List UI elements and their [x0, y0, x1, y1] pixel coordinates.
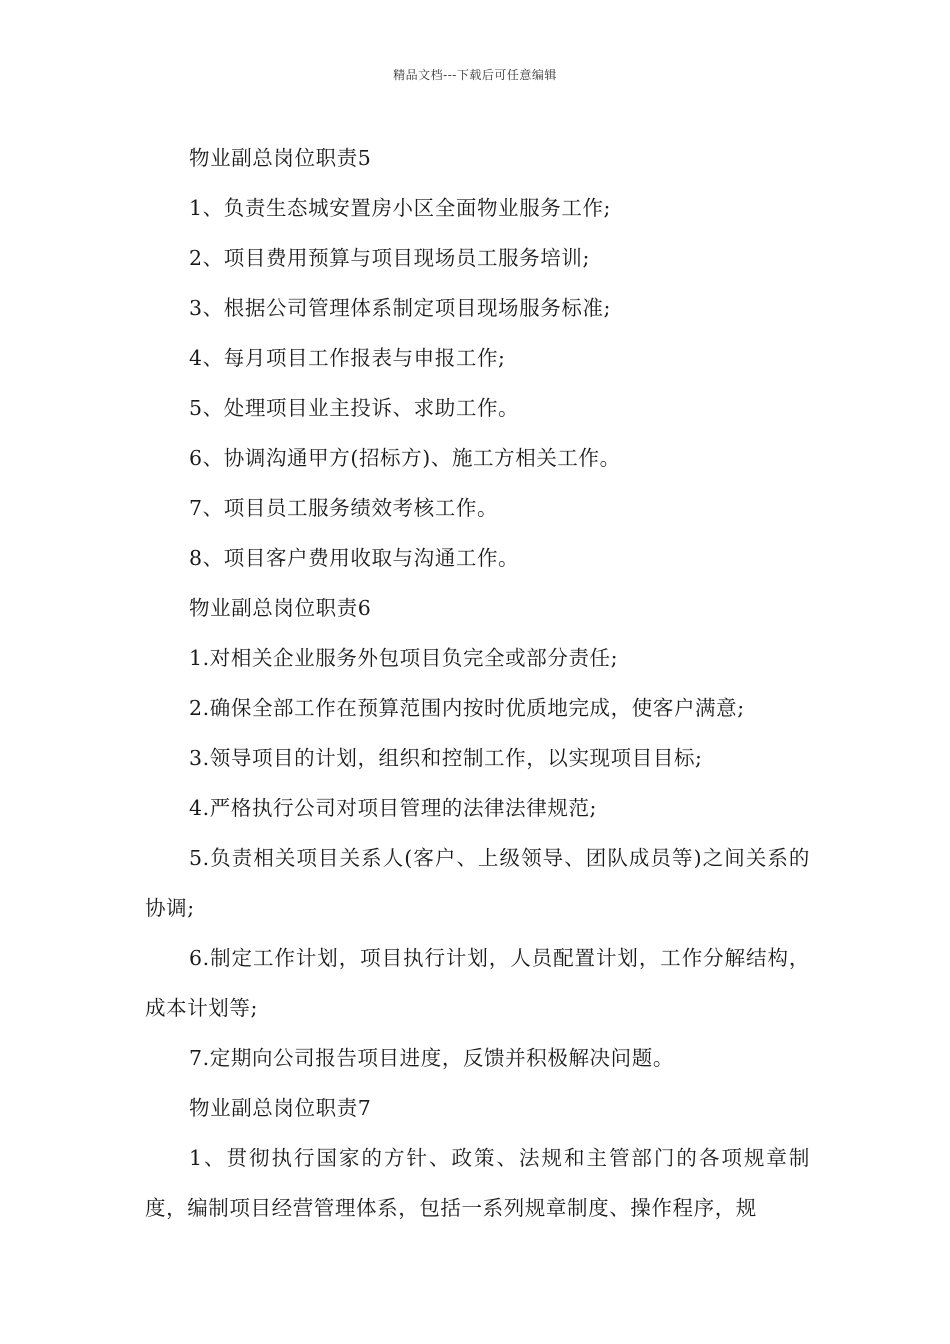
list-item: 7、项目员工服务绩效考核工作。	[189, 496, 499, 520]
section-heading-5: 物业副总岗位职责5	[189, 146, 372, 170]
list-item: 7.定期向公司报告项目进度，反馈并积极解决问题。	[189, 1046, 674, 1070]
list-item: 3、根据公司管理体系制定项目现场服务标准;	[189, 296, 612, 320]
list-item: 4、每月项目工作报表与申报工作;	[189, 346, 506, 370]
list-item: 2.确保全部工作在预算范围内按时优质地完成，使客户满意;	[189, 696, 745, 720]
list-item: 1、负责生态城安置房小区全面物业服务工作;	[189, 196, 612, 220]
list-item: 6、协调沟通甲方(招标方)、施工方相关工作。	[189, 446, 621, 470]
list-item: 4.严格执行公司对项目管理的法律法律规范;	[189, 796, 598, 820]
list-item: 3.领导项目的计划，组织和控制工作，以实现项目目标;	[189, 746, 703, 770]
list-item: 5.负责相关项目关系人(客户、上级领导、团队成员等)之间关系的协调;	[145, 846, 810, 920]
section-heading-6: 物业副总岗位职责6	[189, 596, 372, 620]
list-item: 6.制定工作计划，项目执行计划，人员配置计划，工作分解结构，成本计划等;	[145, 946, 810, 1020]
list-item: 1.对相关企业服务外包项目负完全或部分责任;	[189, 646, 619, 670]
list-item: 8、项目客户费用收取与沟通工作。	[189, 546, 520, 570]
page-header: 精品文档---下载后可任意编辑	[393, 68, 557, 82]
list-item: 1、贯彻执行国家的方针、政策、法规和主管部门的各项规章制度，编制项目经营管理体系，包括一系列规章制度、操作程序，规	[145, 1146, 810, 1220]
section-heading-7: 物业副总岗位职责7	[189, 1096, 372, 1120]
list-item: 5、处理项目业主投诉、求助工作。	[189, 396, 520, 420]
document-body	[145, 133, 810, 1233]
list-item: 2、项目费用预算与项目现场员工服务培训;	[189, 246, 590, 270]
